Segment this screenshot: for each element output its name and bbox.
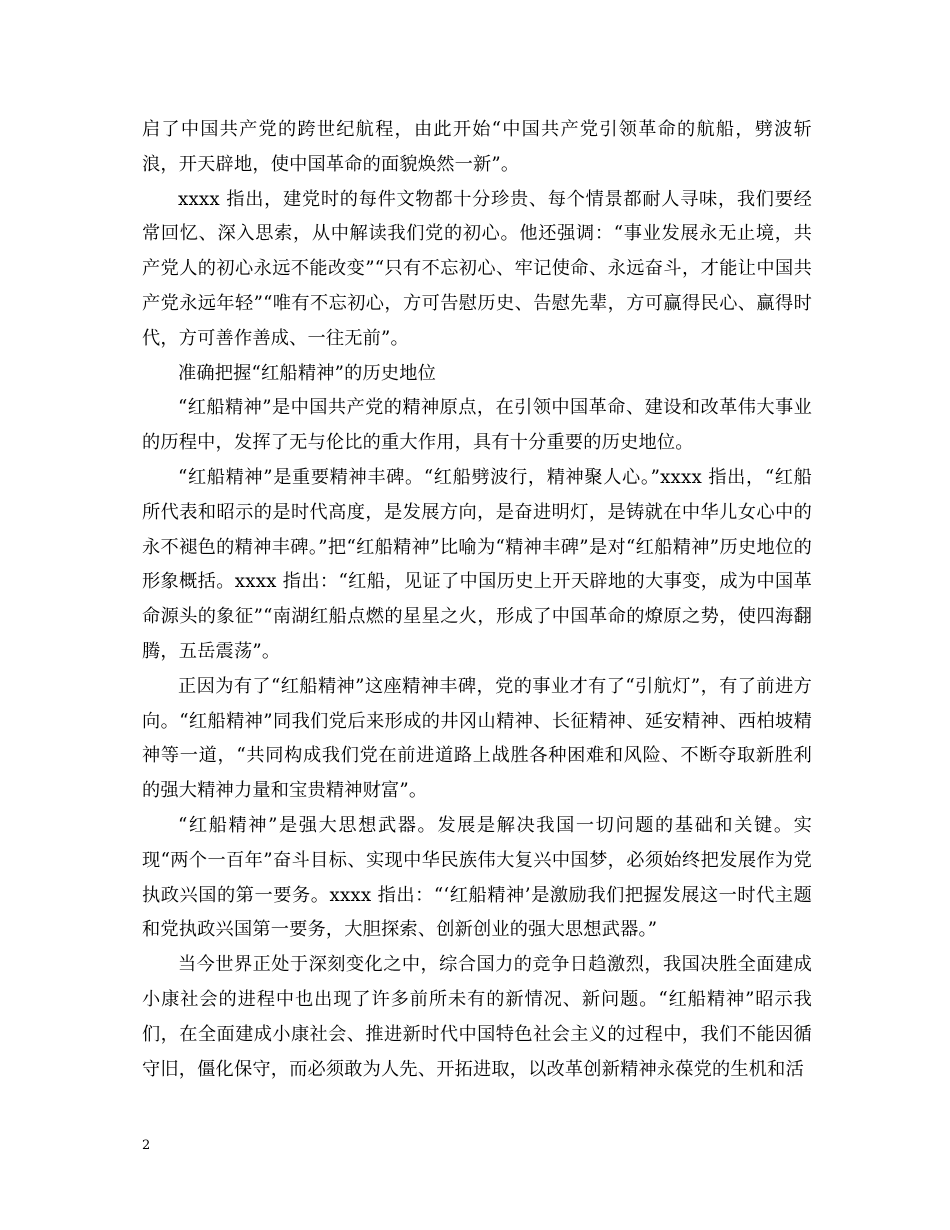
body-text — [142, 113, 812, 1087]
paragraph-1: 启了中国共产党的跨世纪航程，由此开始“中国共产党引领革命的航船，劈波斩浪，开天辟地，使中国革命的面貌焕然一新”。 — [142, 119, 812, 175]
paragraph-7: 当今世界正处于深刻变化之中，综合国力的竞争日趋激烈，我国决胜全面建成小康社会的进程中也出现了许多前所未有的新情况、新问题。“红船精神”昭示我们，在全面建成小康社会、推进新时代中国特色社会主义的过程中，我们不能因循守旧，僵化保守，而必须敢为人先、开拓进取，以改革创新精神永葆党的生机和活 — [142, 954, 812, 1080]
paragraph-6: “红船精神”是强大思想武器。发展是解决我国一切问题的基础和关键。实现“两个一百年”奋斗目标、实现中华民族伟大复兴中国梦，必须始终把发展作为党执政兴国的第一要务。xxxx 指出：“‘红船精神’是激励我们把握发展这一时代主题和党执政兴国第一要务，大胆探索、创新创业的强大思想武器。” — [142, 814, 812, 941]
paragraph-4: “红船精神”是重要精神丰碑。“红船劈波行，精神聚人心。”xxxx 指出，“红船所代表和昭示的是时代高度，是发展方向，是奋进明灯，是铸就在中华儿女心中的永不褪色的精神丰碑。”把“红船精神”比喻为“精神丰碑”是对“红船精神”历史地位的形象概括。xxxx 指出：“红船，见证了中国历史上开天辟地的大事变，成为中国革命源头的象征”“南湖红船点燃的星星之火，形成了中国革命的燎原之势，使四海翻腾，五岳震荡”。 — [142, 466, 812, 662]
paragraph-5: 正因为有了“红船精神”这座精神丰碑，党的事业才有了“引航灯”，有了前进方向。“红船精神”同我们党后来形成的井冈山精神、长征精神、延安精神、西柏坡精神等一道，“共同构成我们党在前进道路上战胜各种困难和风险、不断夺取新胜利的强大精神力量和宝贵精神财富”。 — [142, 675, 812, 802]
section-heading: 准确把握“红船精神”的历史地位 — [178, 362, 437, 384]
paragraph-3: “红船精神”是中国共产党的精神原点，在引领中国革命、建设和改革伟大事业的历程中，发挥了无与伦比的重大作用，具有十分重要的历史地位。 — [142, 397, 812, 454]
page-number: 2 — [142, 1138, 151, 1153]
paragraph-2: xxxx 指出，建党时的每件文物都十分珍贵、每个情景都耐人寻味，我们要经常回忆、深入思索，从中解读我们党的初心。他还强调：“事业发展永无止境，共产党人的初心永远不能改变”“只有不忘初心、牢记使命、永远奋斗，才能让中国共产党永远年轻”“唯有不忘初心，方可告慰历史、告慰先辈，方可赢得民心、赢得时代，方可善作善成、一往无前”。 — [142, 188, 812, 349]
